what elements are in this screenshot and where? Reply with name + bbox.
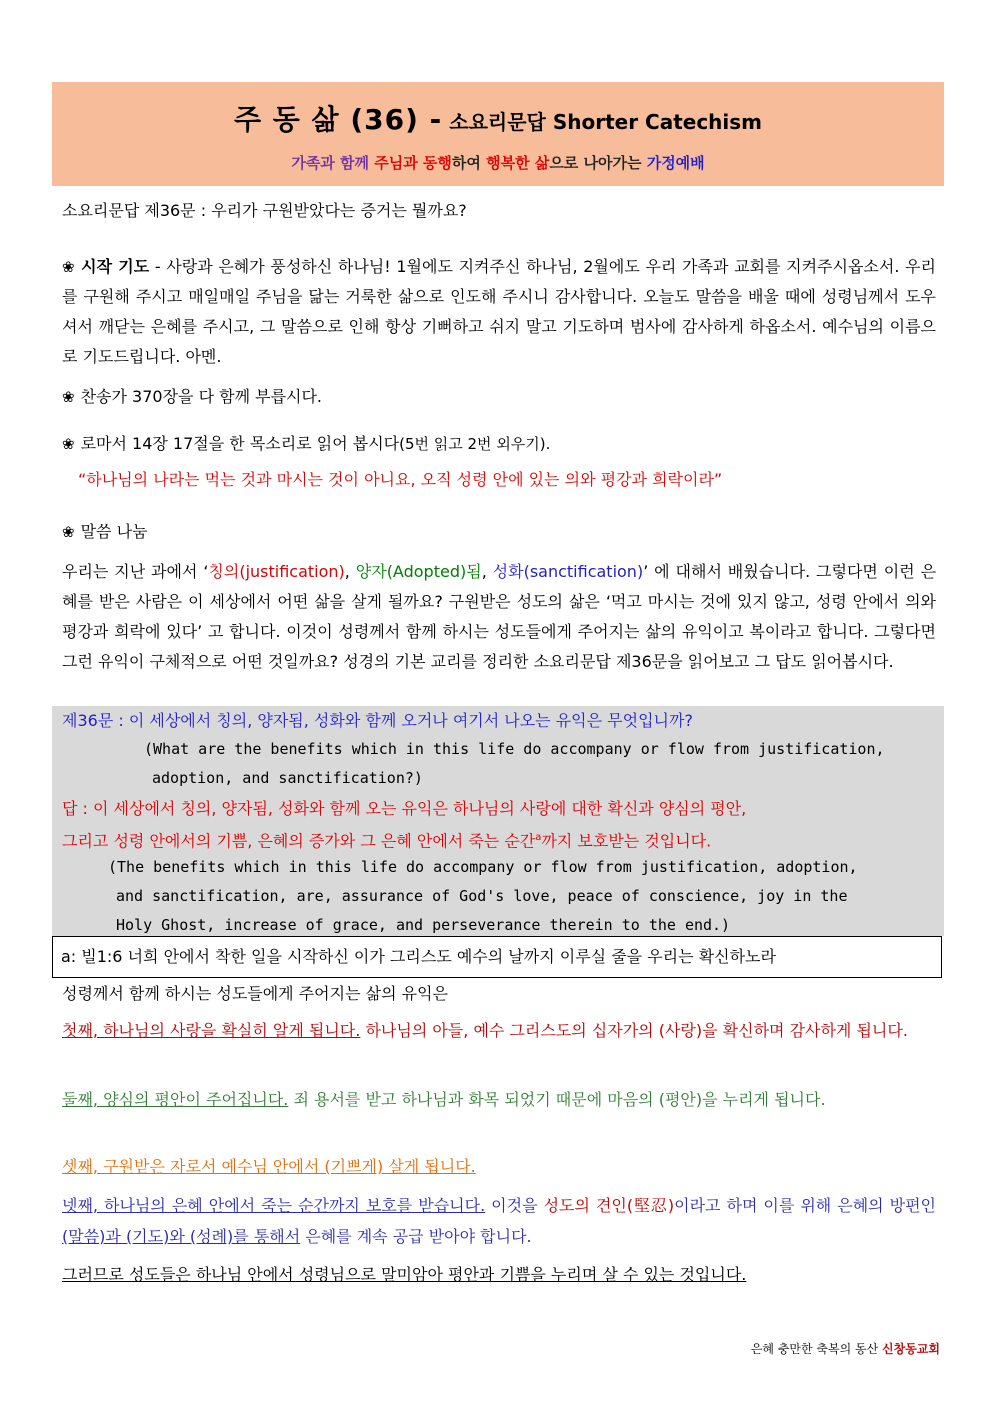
term-justification: 칭의(justification) — [208, 562, 345, 581]
term-perseverance: 성도의 견인(堅忍) — [543, 1196, 675, 1215]
catechism-answer-en: and sanctification, are, assurance of God's love, peace of conscience, joy in the — [116, 887, 848, 905]
benefit-fourth-text: 은혜를 계속 공급 받아야 합니다. — [300, 1227, 532, 1246]
benefit-first — [62, 1015, 936, 1046]
subtitle-part: 주님과 동행 — [374, 154, 452, 172]
sharing-paragraph — [62, 557, 936, 677]
benefit-fourth-text: 이라고 하며 이를 위해 은혜의 방편인 — [674, 1196, 936, 1215]
reading-text: 로마서 14장 17절을 한 목소리로 읽어 봅시다 — [80, 434, 400, 453]
footnote-marker: a — [535, 832, 542, 843]
subtitle-part: 하여 — [451, 154, 487, 172]
header-banner — [52, 82, 944, 186]
flower-bullet-icon: ❀ — [62, 258, 76, 276]
answer-text: 그리고 성령 안에서의 기쁨, 은혜의 증가와 그 은혜 안에서 죽는 순간 — [62, 831, 536, 851]
flower-bullet-icon: ❀ — [62, 435, 75, 453]
catechism-answer-en: (The benefits which in this life do accompany or flow from justification, adoption, — [108, 858, 858, 876]
benefit-fourth-text: 이것을 — [485, 1196, 544, 1215]
flower-bullet-icon: ❀ — [62, 388, 75, 406]
sharing-text: , — [344, 562, 356, 581]
subtitle-part: 으로 나아가는 — [549, 154, 647, 172]
catechism-question-en: (What are the benefits which in this life do accompany or flow from justification, — [144, 740, 885, 758]
title-main: 주 동 삶 (36) - — [233, 103, 443, 136]
benefit-fourth — [62, 1190, 936, 1252]
title-sub: 소요리문답 Shorter Catechism — [442, 110, 763, 134]
sharing-text: , — [481, 562, 493, 581]
subtitle-part: 행복한 삶 — [486, 154, 550, 172]
subtitle-part: 가정예배 — [646, 154, 705, 172]
benefit-second — [62, 1084, 936, 1115]
footnote-box: a: 빌1:6 너희 안에서 착한 일을 시작하신 이가 그리스도 예수의 날까지 이루실 줄을 우리는 확신하노라 — [52, 936, 942, 978]
benefits-intro: 성령께서 함께 하시는 성도들에게 주어지는 삶의 유익은 — [62, 984, 449, 1003]
question-line: 소요리문답 제36문 : 우리가 구원받았다는 증거는 뭘까요? — [62, 201, 467, 220]
benefit-fourth-heading: 넷째, 하나님의 은혜 안에서 죽는 순간까지 보호를 받습니다. — [62, 1196, 486, 1215]
catechism-question: 제36문 : 이 세상에서 칭의, 양자됨, 성화와 함께 오거나 여기서 나오는 유익은 무엇입니까? — [62, 711, 693, 730]
means-of-grace: (말씀)과 (기도)와 (성례)를 통해서 — [62, 1227, 301, 1246]
opening-prayer — [62, 252, 936, 372]
term-sanctification: 성화(sanctification) — [492, 562, 644, 581]
reading-note: (5번 읽고 2번 외우기). — [399, 435, 551, 453]
verse-quote: “하나님의 나라는 먹는 것과 마시는 것이 아니요, 오직 성령 안에 있는 의와 평강과 희락이라” — [78, 470, 723, 489]
opening-prayer-label: 시작 기도 — [81, 257, 150, 276]
sharing-text: ’ 에 대해서 배웠습니다. 그렇다면 이런 은혜를 받은 사람은 이 세상에서 어떤 삶을 살게 될까요? 구원받은 성도의 삶은 ‘먹고 마시는 것에 있지 않고, 성령 안에서 의와 평강과 희락에 있다’ 고 합니다. 이것이 성령께서 함께 하시는 성도들에게 주어지는 삶의 유익이고 복이라고 합니다. 그렇다면 그런 유익이 구체적으로 어떤 것일까요? 성경의 기본 교리를 정리한 소요리문답 제36문을 읽어보고 그 답도 읽어봅시다. — [62, 562, 937, 671]
hymn-line — [62, 383, 936, 411]
conclusion-text: 그러므로 성도들은 하나님 안에서 성령님으로 말미암아 평안과 기쁨을 누리며 살 수 있는 것입니다. — [62, 1265, 747, 1284]
opening-prayer-text: - 사랑과 은혜가 풍성하신 하나님! 1월에도 지켜주신 하나님, 2월에도 우리 가족과 교회를 지켜주시옵소서. 우리를 구원해 주시고 매일매일 주님을 닮는 거룩한 삶으로 인도해 주시니 감사합니다. 오늘도 말씀을 배울 때에 성령님께서 도우셔서 깨닫는 은혜를 주시고, 그 말씀으로 인해 항상 기뻐하고 쉬지 말고 기도하며 범사에 감사하게 하옵소서. 예수님의 이름으로 기도드립니다. 아멘. — [62, 257, 937, 366]
benefit-first-text: 하나님의 아들, 예수 그리스도의 십자가의 (사랑)을 확신하며 감사하게 됩니다. — [360, 1021, 908, 1040]
church-name: 신창동교회 — [882, 1342, 940, 1356]
catechism-answer: 답 : 이 세상에서 칭의, 양자됨, 성화와 함께 오는 유익은 하나님의 사랑에 대한 확신과 양심의 평안, — [62, 799, 747, 818]
hymn-text: 찬송가 370장을 다 함께 부릅시다. — [80, 387, 323, 406]
benefit-third-heading: 셋째, 구원받은 자로서 예수님 안에서 (기쁘게) 살게 됩니다. — [62, 1157, 476, 1176]
footer — [751, 1340, 940, 1357]
benefit-second-heading: 둘째, 양심의 평안이 주어집니다. — [62, 1090, 289, 1109]
conclusion — [62, 1261, 936, 1289]
benefit-first-heading: 첫째, 하나님의 사랑을 확실히 알게 됩니다. — [62, 1021, 361, 1040]
benefit-third — [62, 1153, 936, 1181]
subtitle-part: 가족과 함께 — [291, 154, 375, 172]
page-title — [52, 98, 944, 138]
benefit-second-text: 죄 용서를 받고 하나님과 화목 되었기 때문에 마음의 (평안)을 누리게 됩니다. — [288, 1090, 826, 1109]
catechism-question-en: adoption, and sanctification?) — [152, 769, 423, 787]
answer-text: 까지 보호받는 것입니다. — [541, 831, 712, 851]
flower-bullet-icon: ❀ — [62, 523, 75, 541]
footer-text: 은혜 충만한 축복의 동산 — [750, 1342, 883, 1356]
sharing-heading-text: 말씀 나눔 — [80, 522, 148, 541]
page-subtitle — [52, 152, 944, 173]
sharing-text: 우리는 지난 과에서 ‘ — [62, 562, 209, 581]
reading-line — [62, 430, 936, 458]
catechism-answer-en: Holy Ghost, increase of grace, and perseverance therein to the end.) — [116, 916, 731, 934]
term-adopted: 양자(Adopted)됨 — [355, 562, 482, 581]
sharing-heading — [62, 518, 936, 546]
catechism-answer — [62, 823, 711, 855]
